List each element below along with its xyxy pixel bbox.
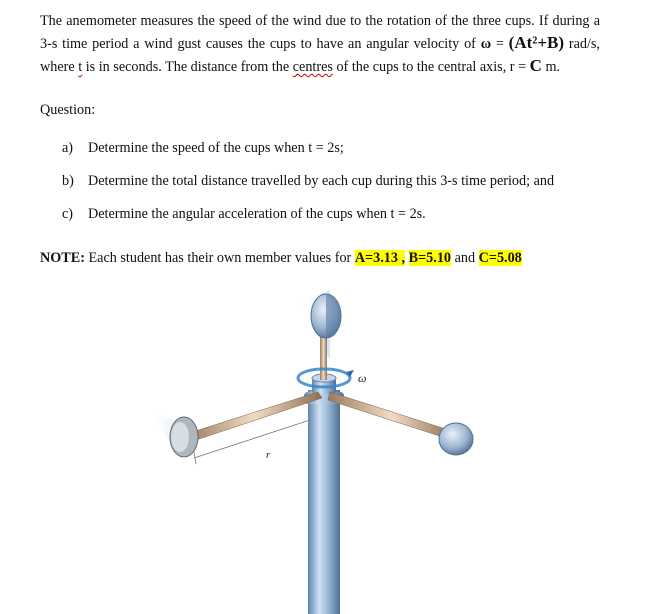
left-arm: [186, 392, 322, 442]
radius-label: r: [266, 449, 271, 461]
right-cup: [439, 423, 473, 455]
item-marker: c): [62, 206, 74, 222]
note-and: and: [451, 250, 479, 266]
note-text: Each student has their own member values for: [84, 250, 355, 266]
radius-unit: m.: [541, 59, 561, 75]
omega-label: ω: [358, 371, 367, 385]
item-text: Determine the angular acceleration of the cups when t = 2s.: [88, 206, 426, 222]
statement-text-1: The anemometer measures the speed of the wind due to the rotation of the three cups. If during a 3-s time period a wind gust causes the cups to have an angular velocity of: [40, 13, 600, 52]
anemometer-post: [308, 390, 340, 614]
item-text: Determine the speed of the cups when t = 2s;: [88, 140, 344, 156]
value-a: A=3.13 ,: [354, 250, 406, 266]
centres-word: centres: [292, 59, 333, 75]
question-label: Question:: [40, 102, 96, 118]
problem-document: [40, 10, 600, 266]
time-variable: t: [78, 59, 83, 75]
item-text: Determine the total distance travelled by each cup during this 3-s time period; and: [88, 173, 555, 189]
angular-velocity-formula: (At²+B): [508, 33, 565, 52]
question-item-b: [62, 173, 554, 190]
equals-sign: =: [491, 36, 509, 52]
problem-statement: [40, 10, 600, 78]
note-line: [40, 250, 522, 267]
statement-text-3: is in seconds. The distance from the: [82, 59, 293, 75]
statement-text-2: rad/s, where: [40, 36, 600, 75]
value-b: B=5.10: [408, 250, 452, 266]
note-label: NOTE:: [40, 250, 85, 266]
question-item-a: [62, 140, 344, 157]
omega-symbol: ω: [480, 36, 492, 52]
statement-text-4: of the cups to the central axis, r =: [332, 59, 530, 75]
right-arm: [328, 392, 455, 440]
value-c: C=5.08: [478, 250, 522, 266]
radius-constant: C: [529, 56, 542, 75]
item-marker: a): [62, 140, 74, 156]
item-marker: b): [62, 173, 74, 189]
anemometer-figure: [150, 280, 490, 614]
question-item-c: [62, 206, 426, 223]
